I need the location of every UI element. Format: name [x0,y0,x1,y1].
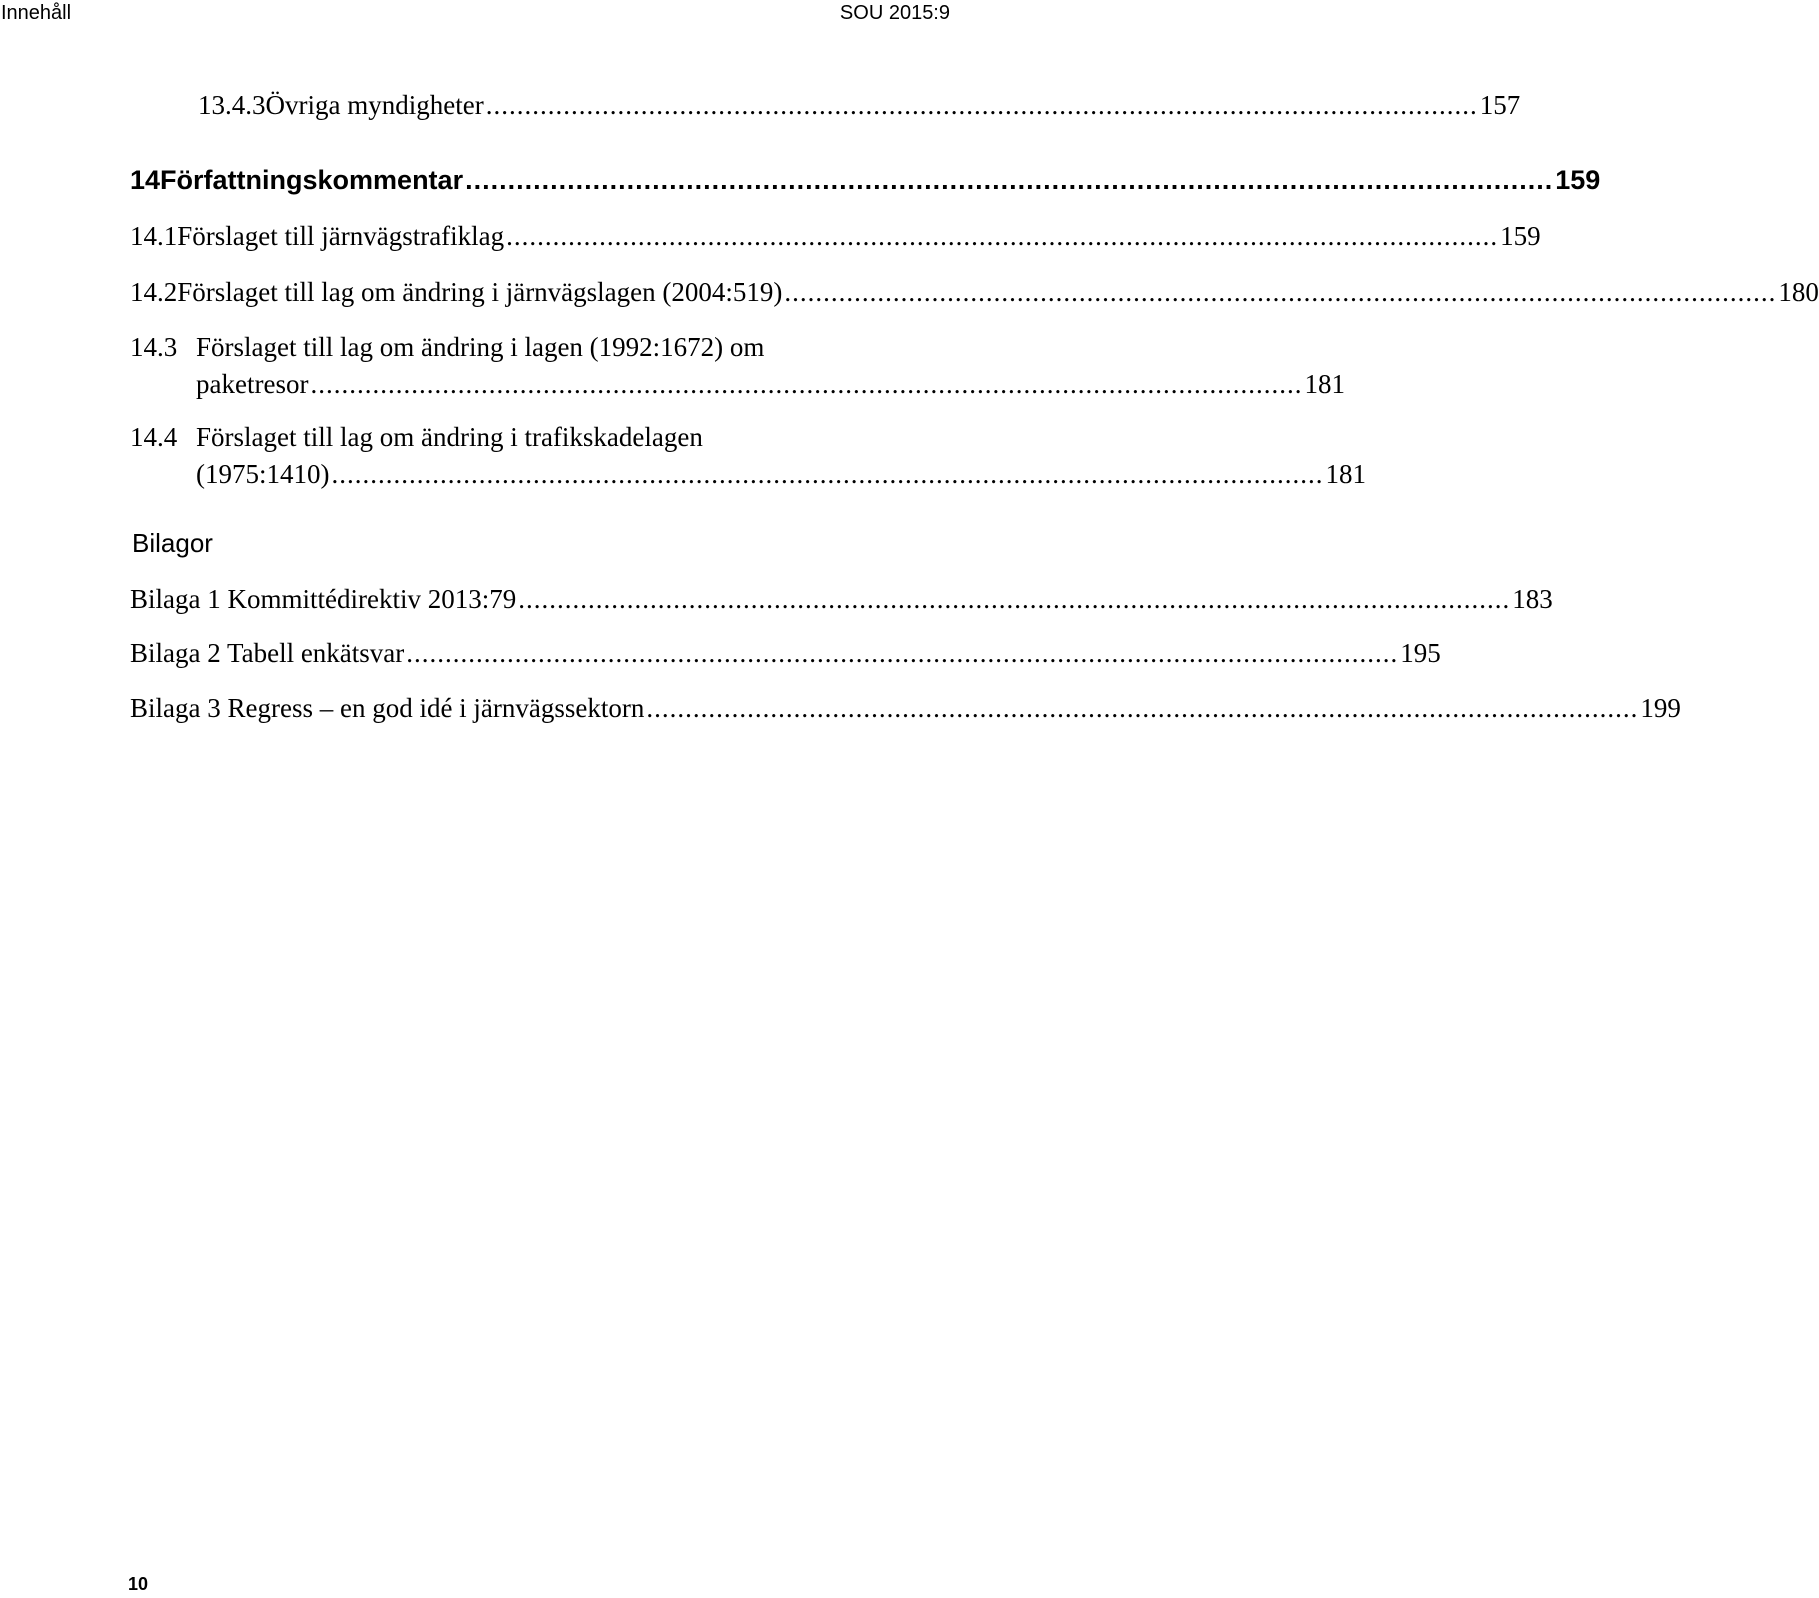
toc-entry-title: Förslaget till järnvägstrafiklag [177,221,505,251]
toc-entry-page: 159 [1500,221,1541,251]
toc-entry-title: Övriga myndigheter [265,90,484,120]
toc-entry-title: Bilaga 1 Kommittédirektiv 2013:79 [130,584,517,614]
toc-entry-title: Bilaga 3 Regress – en god idé i järnvägssektorn [130,693,645,723]
toc-entry-number: 14.1 [130,221,178,251]
toc-dot-leader: ................................................................................................................................ [331,459,1324,489]
toc-entry-14[interactable] [130,163,1601,197]
toc-entry-14-3-line1[interactable] [130,330,764,364]
toc-entry-page: 157 [1479,90,1521,120]
toc-entry-title: Bilaga 2 Tabell enkätsvar [130,638,405,668]
toc-entry-page: 180 [1778,277,1819,307]
toc-entry-title-continued: paketresor [196,369,309,399]
toc-entry-page: 183 [1512,584,1553,614]
toc-entry-page: 181 [1304,369,1345,399]
header-section-label: Innehåll [1,2,72,24]
toc-dot-leader: ................................................................................................................................ [465,165,1554,195]
toc-entry-title: Förslaget till lag om ändring i järnvägslagen (2004:519) [177,277,783,307]
toc-entry-page: 199 [1640,693,1681,723]
toc-entry-bilaga-2[interactable] [130,636,1441,670]
toc-entry-13-4-3[interactable] [198,88,1521,122]
toc-entry-title: Författningskommentar [160,165,464,195]
toc-entry-number: 14.3 [130,332,178,362]
toc-entry-bilaga-1[interactable] [130,582,1553,616]
toc-entry-number: 13.4.3 [198,90,266,120]
toc-dot-leader: ................................................................................................................................ [310,369,1303,399]
page-number: 10 [128,1574,149,1594]
toc-entry-page: 181 [1325,459,1366,489]
bilagor-heading: Bilagor [132,528,213,558]
toc-entry-number: 14.2 [130,277,178,307]
header-document-id: SOU 2015:9 [839,2,950,24]
toc-entry-14-4-line1[interactable] [130,420,703,454]
toc-entry-14-4[interactable] [196,457,1366,491]
toc-entry-title: Förslaget till lag om ändring i trafikskadelagen [196,422,703,452]
toc-entry-14-2[interactable] [130,275,1819,309]
toc-entry-number: 14 [130,165,161,195]
toc-dot-leader: ................................................................................................................................ [485,90,1478,120]
toc-entry-14-1[interactable] [130,219,1541,253]
toc-dot-leader: ................................................................................................................................ [518,584,1511,614]
toc-entry-title-continued: (1975:1410) [196,459,330,489]
toc-entry-number: 14.4 [130,422,178,452]
toc-entry-bilaga-3[interactable] [130,691,1681,725]
toc-dot-leader: ................................................................................................................................ [784,277,1777,307]
toc-dot-leader: ................................................................................................................................ [646,693,1639,723]
toc-entry-title: Förslaget till lag om ändring i lagen (1992:1672) om [196,332,765,362]
toc-entry-14-3[interactable] [196,367,1345,401]
toc-entry-page: 159 [1555,165,1601,195]
toc-dot-leader: ................................................................................................................................ [406,638,1399,668]
toc-dot-leader: ................................................................................................................................ [506,221,1499,251]
toc-entry-page: 195 [1400,638,1441,668]
page-header [0,0,960,28]
